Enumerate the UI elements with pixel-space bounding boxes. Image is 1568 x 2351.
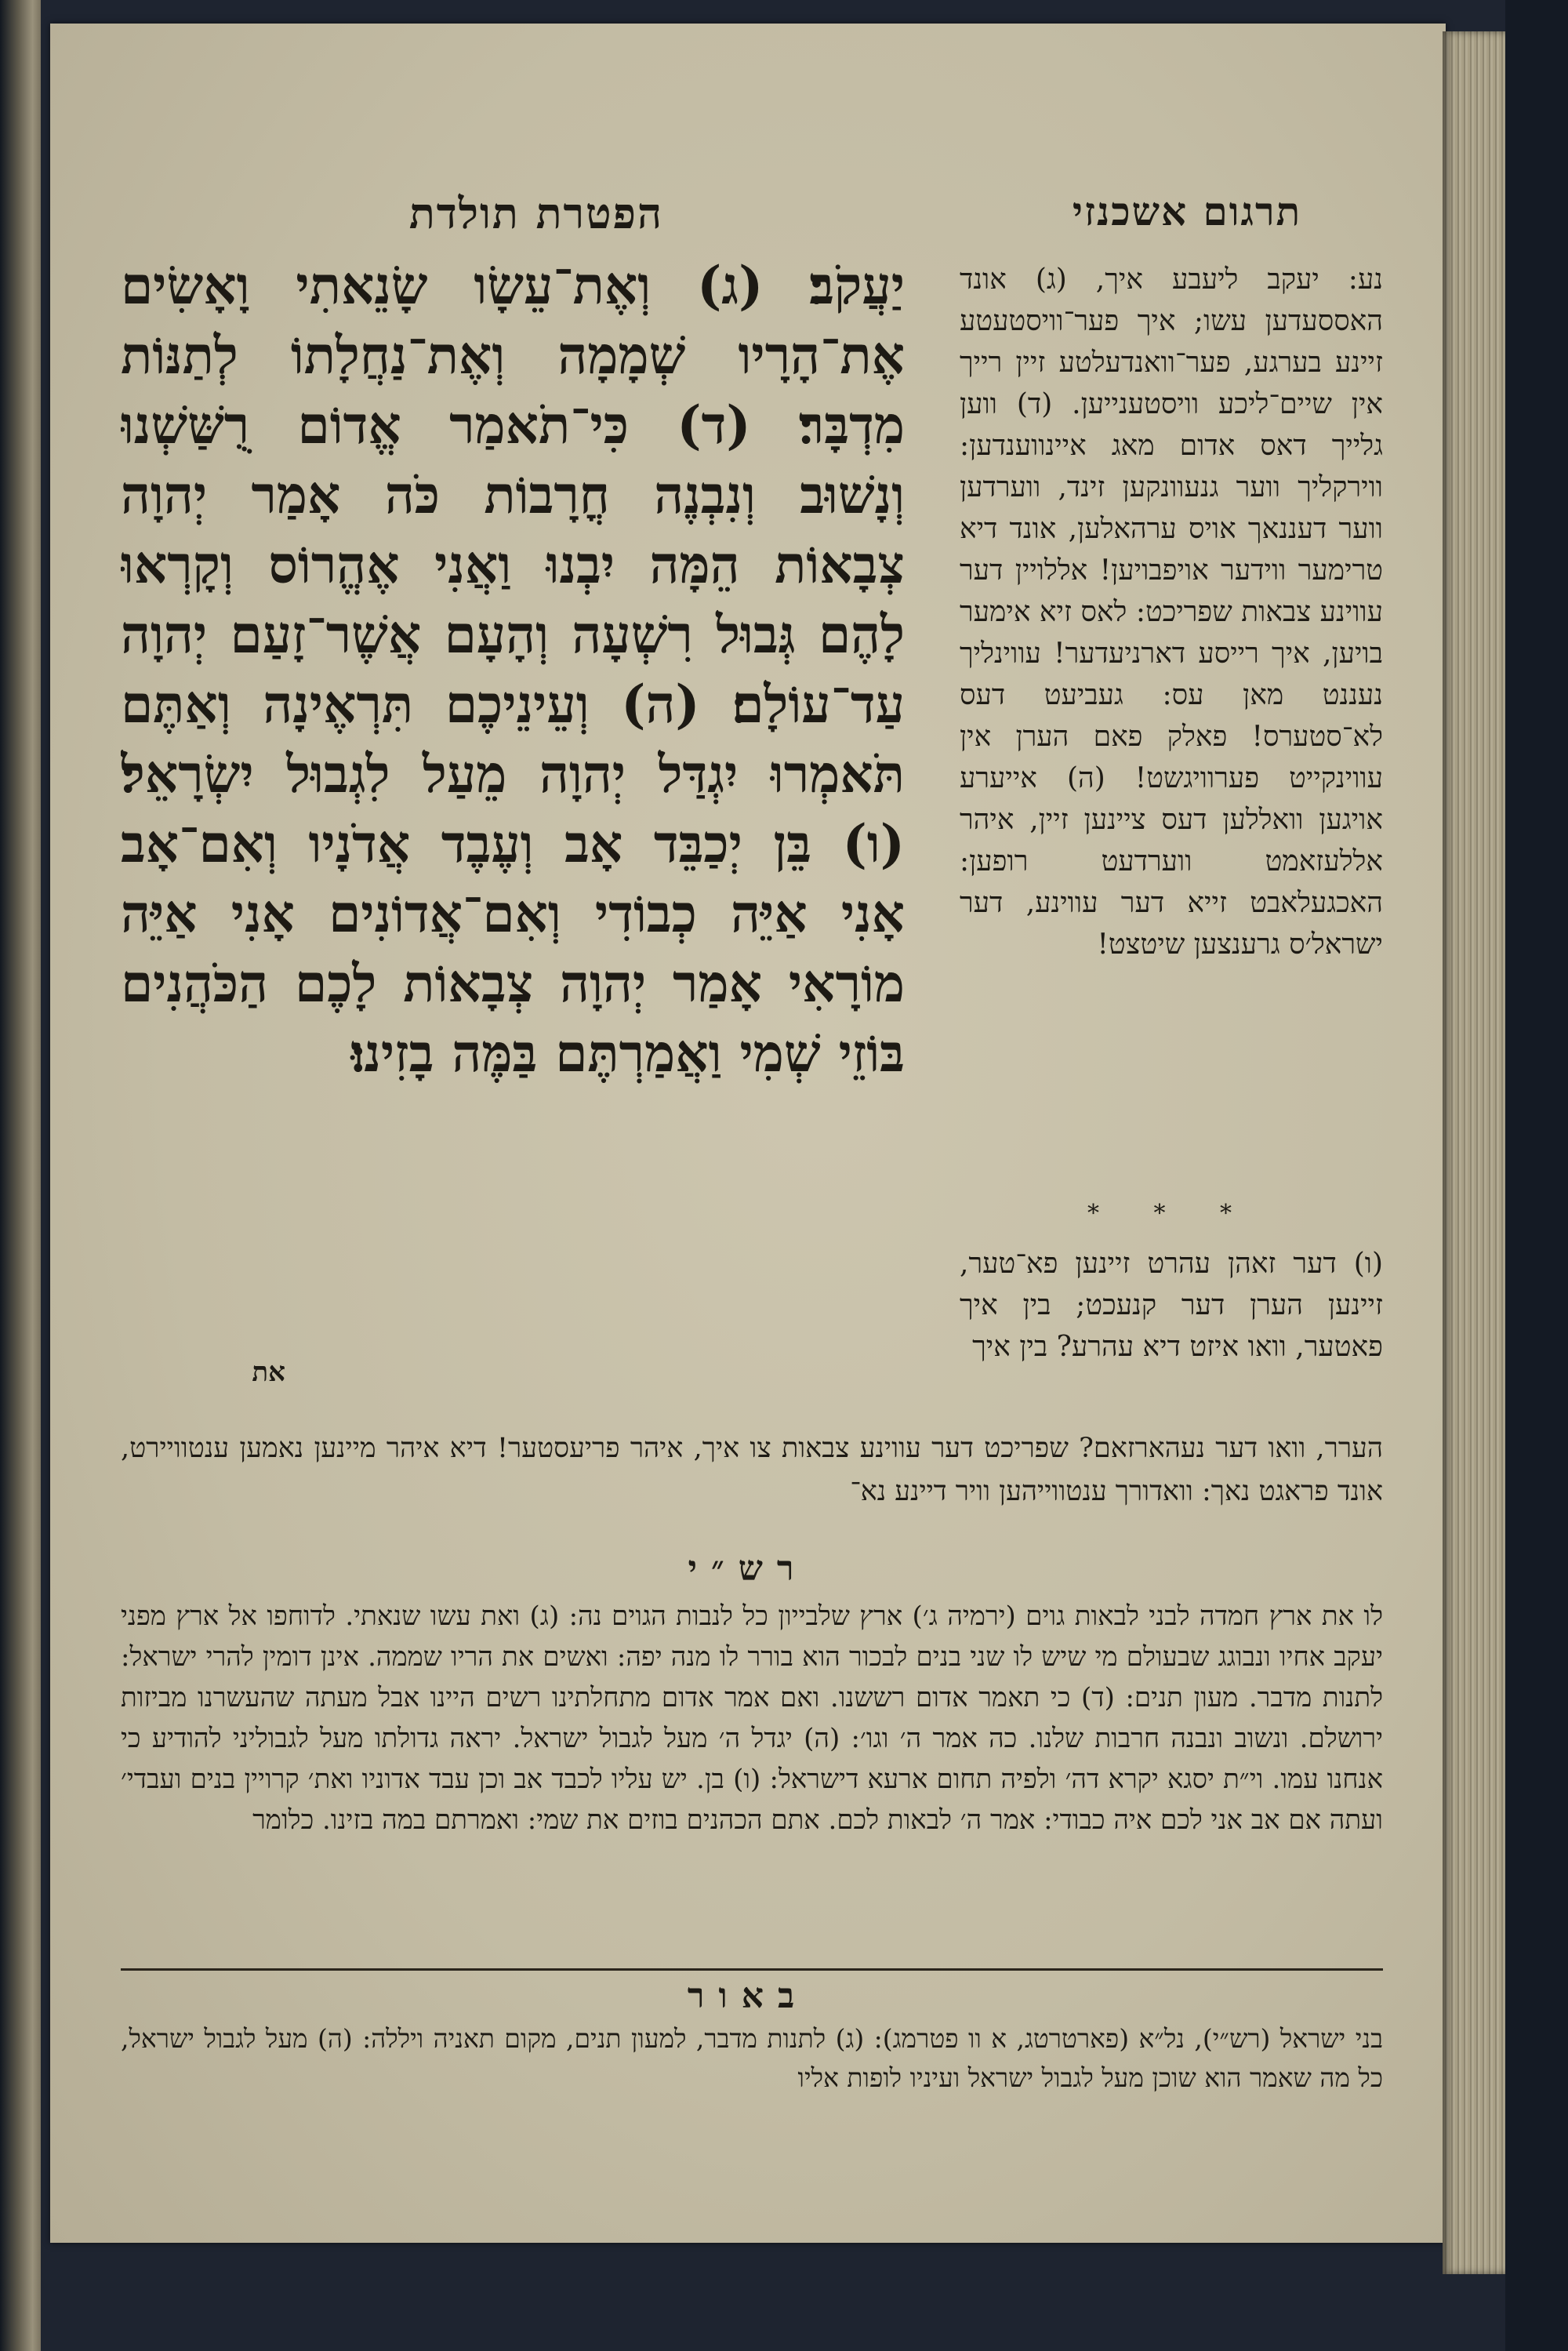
rashi-heading: רש״י: [688, 1549, 808, 1589]
adjacent-page-edge: [0, 0, 41, 2351]
page-block-edge: [1443, 31, 1505, 2274]
running-header-targum: תרגום אשכנזי: [1072, 188, 1302, 234]
catchword: את: [252, 1357, 285, 1388]
main-hebrew-text: יַעֲקֹב׃ (ג) וְאֶת־עֵשָׂו שָׂנֵאתִי וָאָשִׂים אֶת־הָרָיו שְׁמָמָה וְאֶת־נַחֲלָתוֹ לְתַנּוֹת מִדְבָּר׃ (ד) כִּי־תֹאמַר אֱדוֹם רֻשַּׁשְׁנוּ וְנָשׁוּב וְנִבְנֶה חֳרָבוֹת כֹּה אָמַר יְהוָה צְבָאוֹת הֵמָּה יִבְנוּ וַאֲנִי אֶהֱרוֹס וְקָרְאוּ לָהֶם גְּבוּל רִשְׁעָה וְהָעָם אֲשֶׁר־זָעַם יְהוָה עַד־עוֹלָם׃ (ה) וְעֵינֵיכֶם תִּרְאֶינָה וְאַתֶּם תֹּאמְרוּ יִגְדַּל יְהוָה מֵעַל לִגְבוּל יִשְׂרָאֵל׃ (ו) בֵּן יְכַבֵּד אָב וְעֶבֶד אֲדֹנָיו וְאִם־אָב אָנִי אַיֵּה כְבוֹדִי וְאִם־אֲדוֹנִים אָנִי אַיֵּה מוֹרָאִי אָמַר יְהוָה צְבָאוֹת לָכֶם הַכֹּהֲנִים בּוֹזֵי שְׁמִי וַאֲמַרְתֶּם בַּמֶּה בָזִינוּ׃: [121, 255, 905, 1084]
rashi-commentary: לו את ארץ חמדה לבני לבאות גוים (ירמיה ג׳) ארץ שלבייון כל לנבות הגוים נה: (ג) ואת עשו שנאתי. לדוחפו אל ארץ מפני יעקב אחיו ונבוגג שבעולם מי שיש לו שני בנים לבכור הוא בורר לו מנה יפה: ואשים את הריו שממה. אינן דומין להרי ישראל: לתנות מדבר. מעון תנים: (ד) כי תאמר אדום רששנו. ואם אמר אדום מתחלתינו רשים היינו אבל מעתה שהעשרנו מביזות ירושלם. ונשוב ונבנה חרבות שלנו. כה אמר ה׳ וגו׳: (ה) יגדל ה׳ מעל לגבול ישראל. יראה גדולתו מעל לגבוליני להודיע כי אנחנו עמו. וי״ת יסגא יקרא דה׳ ולפיה תחום ארעא דישראל: (ו) בן. יש עליו לכבד אב וכן עבד אדוניו ואת׳ קרויין בנים ועבדי׳ ועתה אם אב אני לכם איה כבודי: אמר ה׳ לבאות לכם. אתם הכהנים בוזים את שמי: ואמרתם במה בזינו. כלומר: [121, 1601, 1383, 1836]
targum-full-width-line: הערר, וואו דער נעהארזאם? שפריכט דער עווינע צבאות צו איך, איהר פריעסטער! דיא איהר מיינען נאמען ענטוויירט, אונד פראגט נאך: וואדורך ענטווייהען וויר דיינע נא־: [121, 1433, 1383, 1507]
section-ornament: * * *: [1087, 1200, 1256, 1227]
book-page: [50, 24, 1446, 2243]
running-header-haftarah: הפטרת תולדת: [408, 188, 664, 238]
background-right: [1505, 0, 1568, 2351]
biur-commentary: בני ישראל (רש״י), נל״א (פארטרטג, א וו פטרמג): (ג) לתנות מדבר, למעון תנים, מקום תאניה ויללה: (ה) מעל לגבול ישראל, כל מה שאמר הוא שוכן מעל לגבול ישראל ועיניו לופות אליו: [121, 2023, 1383, 2093]
targum-column-continued: (ו) דער זאהן עהרט זיינען פא־טער, זיינען הערן דער קנעכט; בין איך פאטער, וואו איזט דיא עהרע? בין איך: [960, 1248, 1383, 1363]
targum-column: נע: יעקב ליעבע איך, (ג) אונד האססעדען עשו; איך פער־וויסטעטע זיינע בערגע, פער־וואנדעלטע זיין רייך אין שיים־ליכע וויסטענייען. (ד) ווען גלייך דאס אדום מאג איינווענדען: ווירקליך ווער גנעוונקען זינד, ווערדען ווער דעננאך אויס ערהאלען, אונד דיא טרימער ווידער אויפבויען! אללויין דער עווינע צבאות שפריכט: לאס זיא אימער בויען, איך רייסע דארניעדער! עווינליך נעננט מאן עס: געביעט דעס לא־סטערס! פאלק פאם הערן אין עווינקייט פערוויגשט! (ה) אייערע אויגען וואללען דעס ציינען זיין, איהר אללעזאמט ווערדעט רופען: האכגעלאבט זייא דער עווינע, דער ישראל׳ס גרענצען שיטצט!: [960, 263, 1383, 961]
commentary-divider-rule: [121, 1968, 1383, 1971]
biur-heading: באור: [687, 1976, 809, 2016]
